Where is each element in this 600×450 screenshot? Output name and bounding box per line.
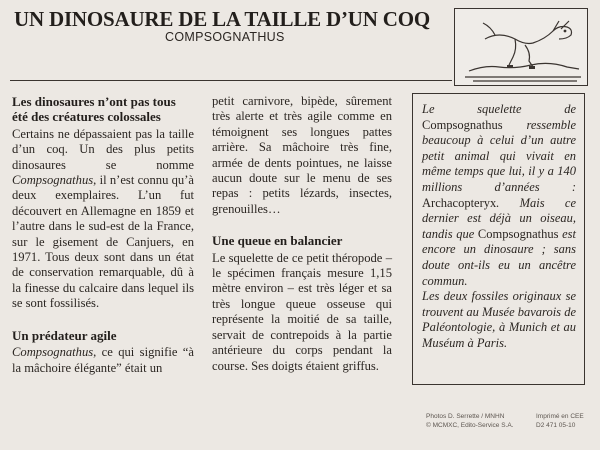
species-name: Compsognathus bbox=[477, 226, 559, 241]
species-name: Compsognathus bbox=[422, 117, 503, 132]
text-run: Certains ne dépassaient pas la taille d’un coq. Un des plus petits dinosaures se nomme bbox=[12, 126, 194, 172]
column-1 bbox=[12, 94, 194, 376]
column-2 bbox=[212, 94, 392, 374]
paragraph-carnivore: petit carnivore, bipède, sûrement très alerte et très agile comme en témoignent ses longues pattes arrière. Sa mâchoire très fine, armée de dents pointues, ne laisse aucun doute sur le menu de ses repas : petits lézards, insectes, grenouilles… bbox=[212, 94, 392, 216]
copyright-line: © MCMXC, Edito-Service S.A. bbox=[426, 422, 514, 429]
heading-colossal: Les dinosaures n’ont pas tous été des créatures colossales bbox=[12, 94, 176, 125]
dinosaur-skeleton-icon bbox=[454, 8, 588, 86]
photo-credits bbox=[426, 412, 514, 430]
heading-tail: Une queue en balancier bbox=[212, 233, 343, 249]
spacer bbox=[12, 312, 194, 328]
text-run: ressemble beaucoup à celui d’un autre petit animal qui vivait en même temps que lui, il y a 140 millions d’années : bbox=[422, 117, 576, 194]
text-run: Les deux fossiles originaux se trouvent au Musée bavarois de Paléontologie, à Munich et au Muséum à Paris. bbox=[422, 289, 576, 350]
text-run: . Mais ce dernier est déjà un oiseau, tandis que bbox=[422, 195, 576, 241]
species-name: Compsognathus bbox=[12, 345, 94, 360]
sidebar-box bbox=[412, 93, 585, 385]
species-name: Archacopteryx bbox=[422, 195, 497, 210]
illustration-drawing bbox=[455, 9, 587, 85]
page-subtitle: COMPSOGNATHUS bbox=[165, 30, 285, 44]
header-rule bbox=[10, 80, 452, 81]
text-run: , ce qui signifie “à la mâchoire élégante” était un bbox=[12, 345, 194, 375]
page-title: UN DINOSAURE DE LA TAILLE D’UN COQ bbox=[14, 7, 430, 31]
text-run: est encore un dinosaure ; sans doute ont-ils eu un ancêtre commun. bbox=[422, 226, 577, 288]
credit-line: Photos D. Serrette / MNHN bbox=[426, 413, 505, 420]
heading-predator: Un prédateur agile bbox=[12, 327, 117, 343]
print-line: Imprimé en CEE bbox=[536, 413, 584, 420]
spacer bbox=[212, 217, 392, 233]
print-info bbox=[536, 412, 584, 430]
text-run: Le squelette de bbox=[422, 102, 576, 116]
species-name: Compsognathus bbox=[12, 173, 94, 188]
paragraph-tail: Le squelette de ce petit théropode – le spécimen français mesure 1,15 mètre environ – est très léger et sa très longue queue osseuse qui représente la moitié de sa taille, servait de contrepoids à la partie antérieure du corps pendant la course. Ses doigts étaient griffus. bbox=[212, 250, 392, 373]
text-run: , il n’est connu qu’à deux exemplaires. L’un fut découvert en Allemagne en 1859 et l’autre dans le sud-est de la France, sur le gisement de Canjuers, en 1971. Tous deux sont dans un état de conservation remarquable, dû à la finesse du calcaire dans lequel ils se sont fossilisés. bbox=[12, 173, 194, 311]
paragraph-predator bbox=[12, 345, 194, 376]
paragraph-intro bbox=[12, 127, 194, 312]
reference-code: D2 471 05-10 bbox=[536, 422, 576, 429]
box-paragraph-1 bbox=[422, 102, 576, 289]
box-paragraph-2 bbox=[422, 289, 576, 351]
